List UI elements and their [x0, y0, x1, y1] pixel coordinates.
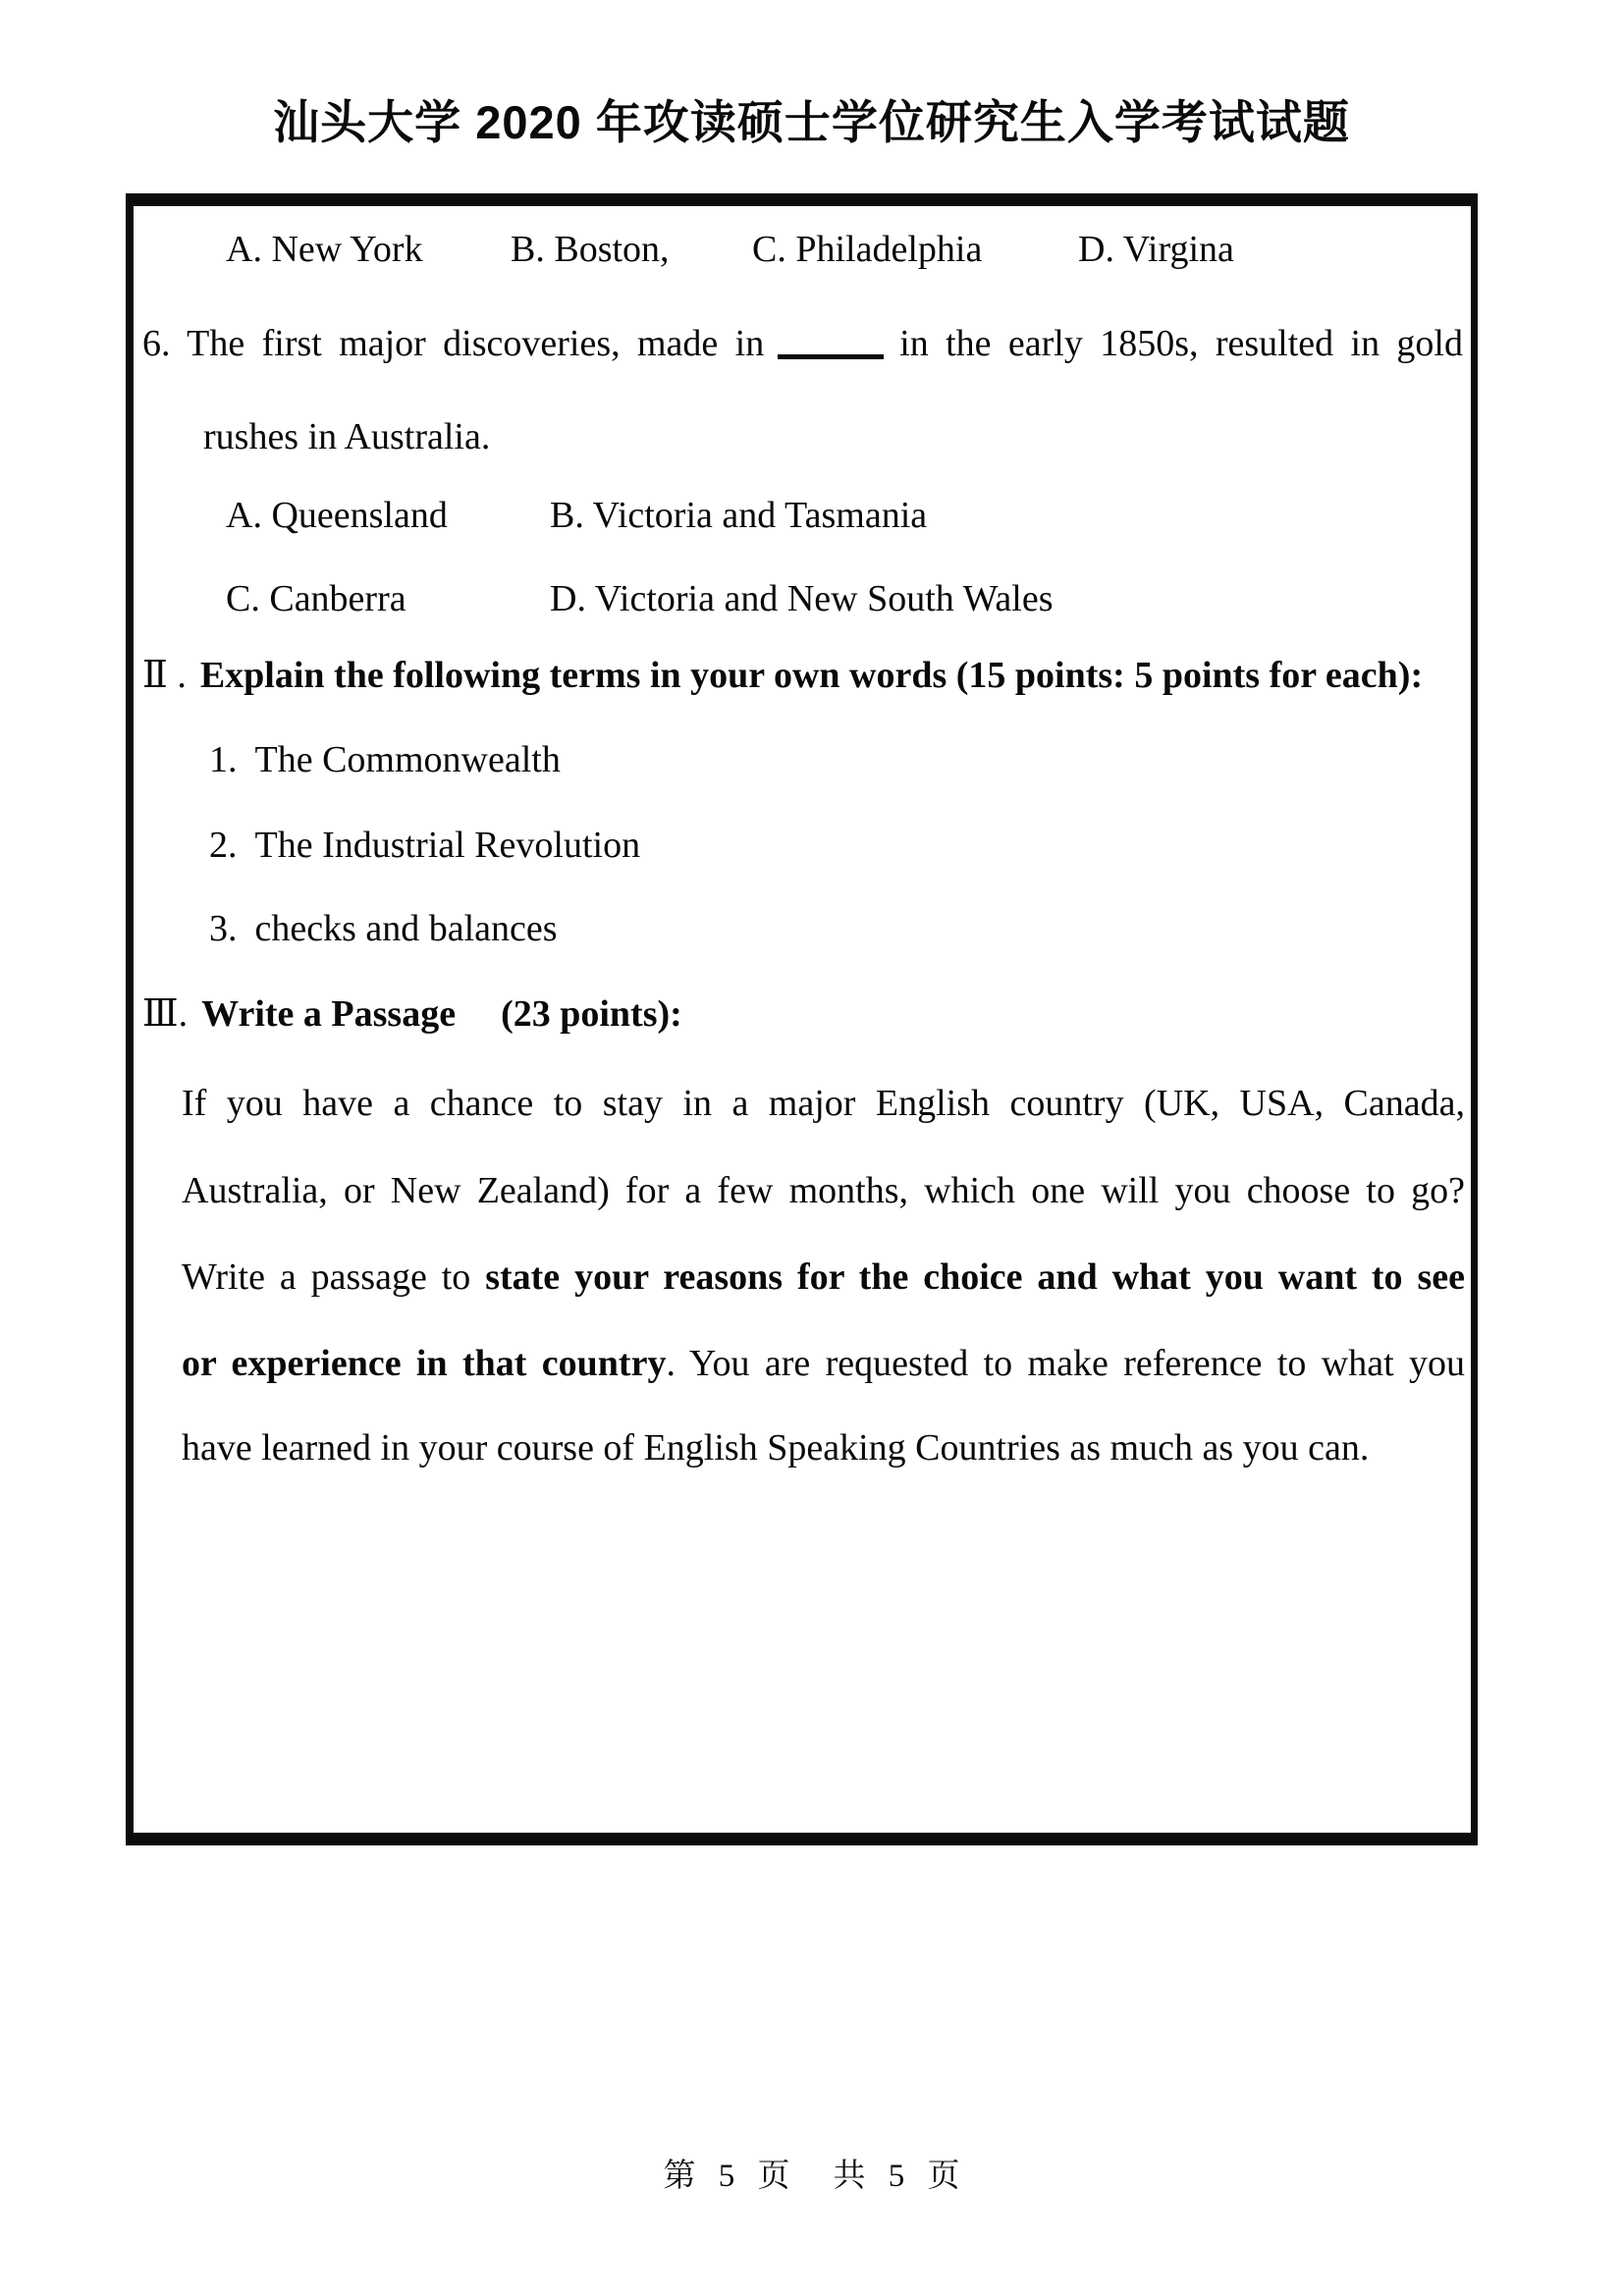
- exam-content-box: [126, 193, 1478, 1845]
- section3-heading: [142, 990, 682, 1038]
- question6-text-after-blank: in the early 1850s, resulted in gold: [899, 323, 1463, 364]
- section2-numeral: Ⅱ .: [142, 655, 187, 696]
- section3-points: (23 points):: [501, 993, 682, 1035]
- question6-option-b: B. Victoria and Tasmania: [550, 495, 928, 536]
- page-footer-total: 共 5 页: [833, 2159, 960, 2194]
- passage-line-4-bold: or experience in that country: [182, 1343, 667, 1384]
- term-item-2: [209, 822, 640, 869]
- section3-heading-text: Write a Passage: [201, 993, 457, 1035]
- term-item-3-number: 3.: [209, 908, 238, 949]
- passage-line-4-normal: . You are requested to make reference to what you: [666, 1343, 1465, 1384]
- section3-numeral: Ⅲ.: [142, 993, 189, 1035]
- passage-line-3-normal: Write a passage to: [182, 1256, 471, 1298]
- question6-line2: rushes in Australia.: [203, 416, 491, 457]
- question6-option-a: A. Queensland: [226, 495, 448, 536]
- passage-line-3-bold: state your reasons for the choice and what you want to see: [485, 1256, 1465, 1298]
- passage-line-5: have learned in your course of English Speaking Countries as much as you can.: [182, 1427, 1370, 1468]
- term-item-2-text: The Industrial Revolution: [254, 825, 641, 866]
- question5-option-d: D. Virgina: [1078, 229, 1234, 270]
- question6-option-c: C. Canberra: [226, 578, 406, 619]
- term-item-1-number: 1.: [209, 739, 238, 780]
- term-item-1: [209, 736, 561, 783]
- page-title: 汕头大学 2020 年攻读硕士学位研究生入学考试试题: [273, 96, 1350, 148]
- passage-line-2: Australia, or New Zealand) for a few months, which one will you choose to go?: [182, 1170, 1465, 1211]
- section2-heading: [142, 652, 1423, 699]
- page-footer-current: 第 5 页: [663, 2159, 790, 2194]
- term-item-1-text: The Commonwealth: [254, 739, 561, 780]
- page-footer: [0, 2150, 1623, 2196]
- term-item-2-number: 2.: [209, 825, 238, 866]
- question5-options-row: [134, 226, 1471, 275]
- section2-heading-text: Explain the following terms in your own words (15 points: 5 points for each):: [199, 655, 1424, 696]
- question6-option-d: D. Victoria and New South Wales: [550, 578, 1054, 619]
- question6-options-row-2: [134, 575, 1471, 624]
- term-item-3-text: checks and balances: [254, 908, 558, 949]
- question5-option-a: A. New York: [226, 229, 423, 270]
- answer-blank: [778, 324, 884, 359]
- passage-line-1: If you have a chance to stay in a major English country (UK, USA, Canada,: [182, 1083, 1465, 1124]
- passage-line-4: [182, 1340, 1465, 1387]
- question5-option-c: C. Philadelphia: [752, 229, 983, 270]
- passage-line-3: [182, 1254, 1465, 1301]
- question6-text-before-blank: 6. The first major discoveries, made in: [142, 323, 765, 364]
- question6-options-row-1: [134, 492, 1471, 541]
- term-item-3: [209, 905, 558, 952]
- question6-line1: [142, 320, 1463, 367]
- question5-option-b: B. Boston,: [511, 229, 670, 270]
